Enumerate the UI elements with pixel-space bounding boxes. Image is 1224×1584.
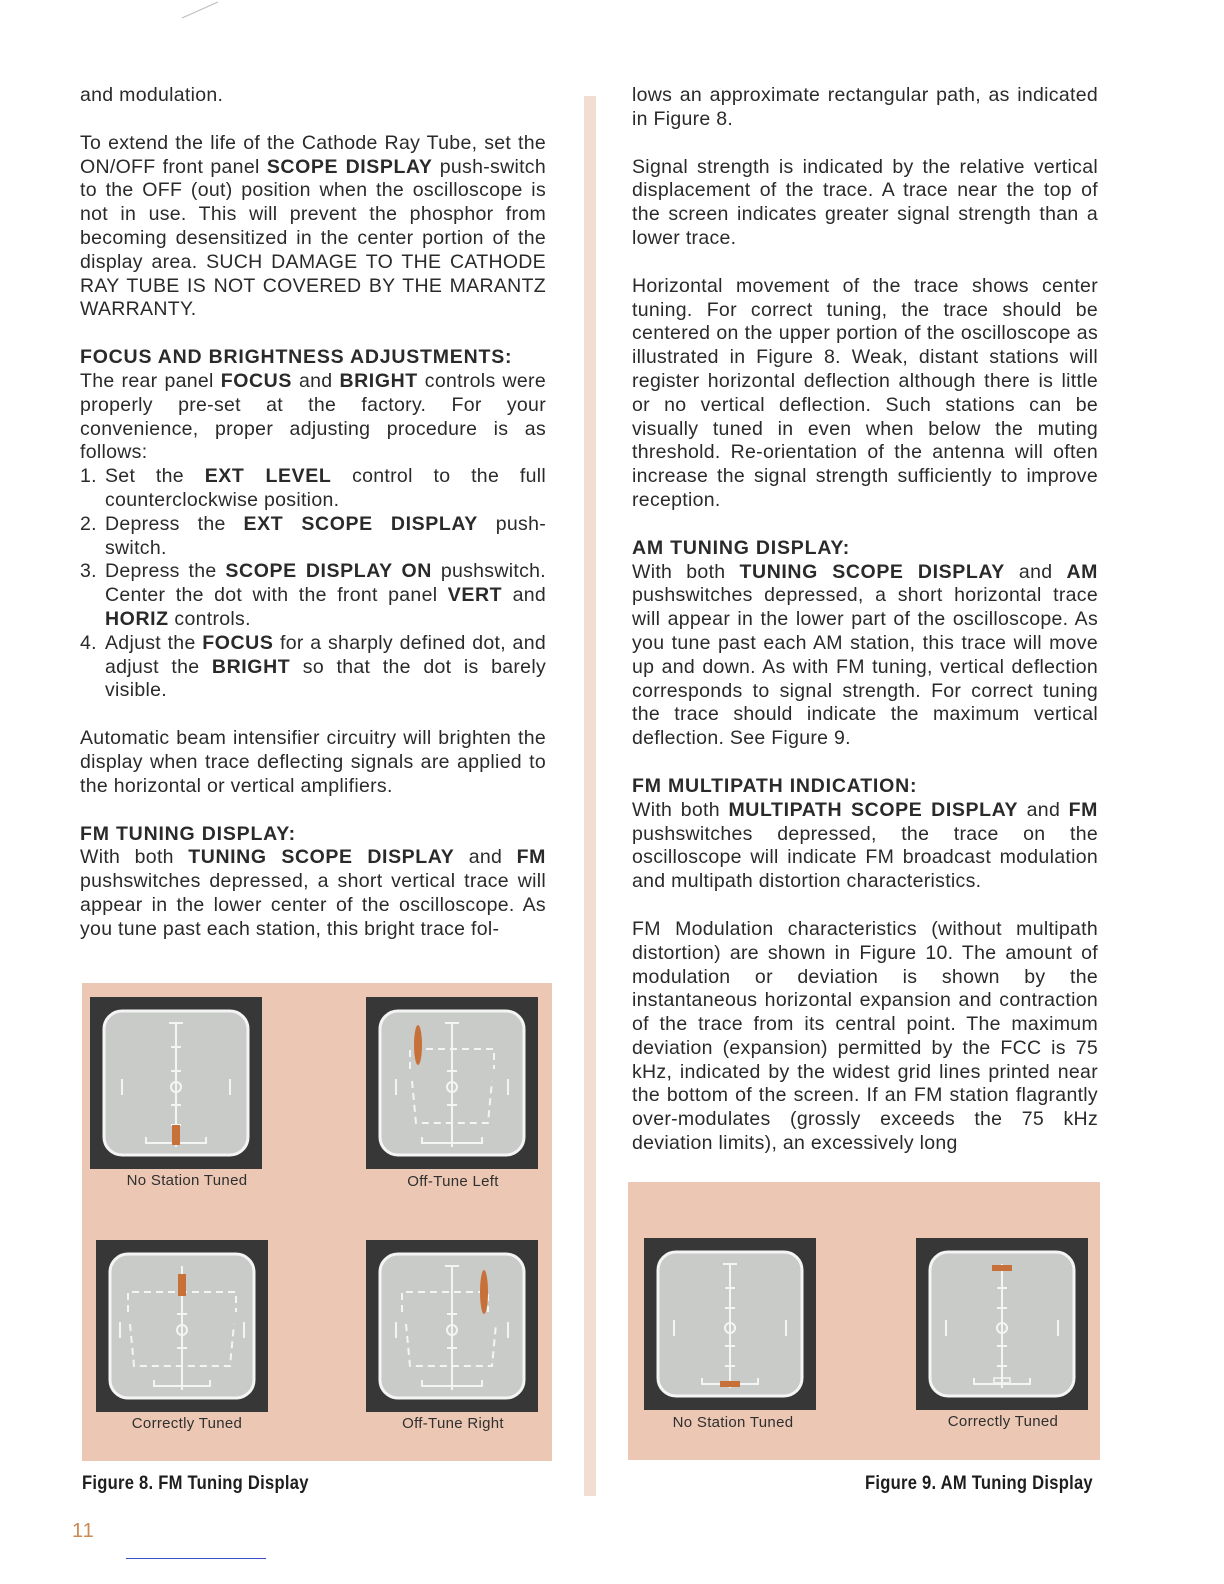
left-column bbox=[80, 84, 546, 942]
heading-fm-multipath: FM MULTIPATH INDICATION: bbox=[632, 774, 918, 797]
scope-off-tune-right bbox=[366, 1240, 538, 1412]
scope-label: Off-Tune Left bbox=[407, 1173, 499, 1190]
oscilloscope-screen-icon bbox=[90, 997, 262, 1169]
heading-focus-brightness: FOCUS AND BRIGHTNESS ADJUSTMENTS: bbox=[80, 346, 513, 369]
list-item: 1. Set the EXT LEVEL control to the full counterclockwise position. bbox=[80, 465, 546, 511]
paragraph-focus: The rear panel FOCUS and BRIGHT controls were properly pre-set at the factory. For your convenience, proper adjusting procedure is as follows: bbox=[80, 369, 546, 464]
list-item: 4. Adjust the FOCUS for a sharply defined dot, and adjust the BRIGHT so that the dot is barely visible. bbox=[80, 631, 546, 702]
scope-no-station-fm bbox=[90, 997, 262, 1169]
scope-correctly-tuned-fm bbox=[96, 1240, 268, 1412]
paragraph-rectangular-path: lows an approximate rectangular path, as indicated in Figure 8. bbox=[632, 84, 1098, 130]
paragraph-fm-multipath: With both MULTIPATH SCOPE DISPLAY and FM pushswitches depressed, the trace on the oscilloscope will indicate FM broadcast modulation and multipath distortion characteristics. bbox=[632, 798, 1099, 893]
footer-rule bbox=[126, 1558, 266, 1559]
scope-label: Off-Tune Right bbox=[402, 1415, 504, 1432]
focus-steps-list bbox=[80, 465, 546, 703]
paragraph-beam-intensifier: Automatic beam intensifier circuitry will brighten the display when trace deflecting signals are applied to the horizontal or vertical amplifiers. bbox=[80, 727, 546, 797]
paragraph-fm-tuning: With both TUNING SCOPE DISPLAY and FM pushswitches depressed, a short vertical trace will appear in the lower center of the oscilloscope. As you tune past each station, this bright trace fol- bbox=[80, 846, 547, 940]
scope-label: Correctly Tuned bbox=[131, 1415, 243, 1432]
figure-9-panel bbox=[628, 1182, 1100, 1460]
paragraph-signal-strength: Signal strength is indicated by the relative vertical displacement of the trace. A trace near the top of the screen indicates greater signal strength than a lower trace. bbox=[632, 155, 1098, 249]
page-number: 11 bbox=[72, 1520, 95, 1542]
scope-off-tune-left bbox=[366, 997, 538, 1169]
paragraph-modulation: and modulation. bbox=[80, 84, 224, 106]
oscilloscope-screen-icon bbox=[96, 1240, 268, 1412]
scope-label: Correctly Tuned bbox=[947, 1413, 1059, 1430]
heading-am-tuning: AM TUNING DISPLAY: bbox=[632, 536, 851, 559]
corner-mark bbox=[180, 0, 220, 20]
paragraph-fm-modulation: FM Modulation characteristics (without multipath distortion) are shown in Figure 10. The amount of modulation or deviation is shown by the instantaneous horizontal expansion and contraction of the trace from its central point. The maximum deviation (expansion) permitted by the FCC is 75 kHz, indicated by the widest grid lines printed near the bottom of the screen. If an FM station flagrantly over-modulates (grossly exceeds the 75 kHz deviation limits), an excessively long bbox=[632, 917, 1098, 1155]
scope-no-station-am bbox=[644, 1238, 816, 1410]
oscilloscope-screen-icon bbox=[916, 1238, 1088, 1410]
oscilloscope-screen-icon bbox=[366, 997, 538, 1169]
paragraph-horizontal-movement: Horizontal movement of the trace shows center tuning. For correct tuning, the trace should be centered on the upper portion of the oscilloscope as illustrated in Figure 8. Weak, distant stations will register horizontal deflection although there is little or no vertical deflection. Such stations can be visually tuned in even when below the muting threshold. Re-orientation of the antenna will often increase the signal strength sufficiently to improve reception. bbox=[632, 274, 1098, 511]
oscilloscope-screen-icon bbox=[644, 1238, 816, 1410]
column-divider bbox=[584, 96, 596, 1496]
paragraph-am-tuning: With both TUNING SCOPE DISPLAY and AM pushswitches depressed, a short horizontal trace will appear in the lower part of the oscilloscope. As you tune past each AM station, this trace will move up and down. As with FM tuning, vertical deflection corresponds to signal strength. For correct tuning the trace should indicate the maximum vertical deflection. See Figure 9. bbox=[632, 560, 1098, 750]
scope-label: No Station Tuned bbox=[126, 1172, 248, 1189]
heading-fm-tuning: FM TUNING DISPLAY: bbox=[80, 822, 296, 845]
figure-8-panel bbox=[82, 983, 552, 1461]
list-item: 3. Depress the SCOPE DISPLAY ON pushswitch. Center the dot with the front panel VERT and HORIZ controls. bbox=[80, 560, 547, 630]
scope-correctly-tuned-am bbox=[916, 1238, 1088, 1410]
figure-8-caption: Figure 8. FM Tuning Display bbox=[82, 1472, 309, 1494]
paragraph-crt-life: To extend the life of the Cathode Ray Tube, set the ON/OFF front panel SCOPE DISPLAY push-switch to the OFF (out) position when the oscilloscope is not in use. This will prevent the phosphor from becoming desensitized in the center portion of the display area. SUCH DAMAGE TO THE CATHODE RAY TUBE IS NOT COVERED BY THE MARANTZ WARRANTY. bbox=[80, 131, 546, 321]
right-column bbox=[632, 84, 1098, 1156]
oscilloscope-screen-icon bbox=[366, 1240, 538, 1412]
list-item: 2. Depress the EXT SCOPE DISPLAY push-switch. bbox=[80, 512, 547, 559]
figure-9-caption: Figure 9. AM Tuning Display bbox=[865, 1472, 1093, 1494]
scope-label: No Station Tuned bbox=[672, 1414, 794, 1431]
